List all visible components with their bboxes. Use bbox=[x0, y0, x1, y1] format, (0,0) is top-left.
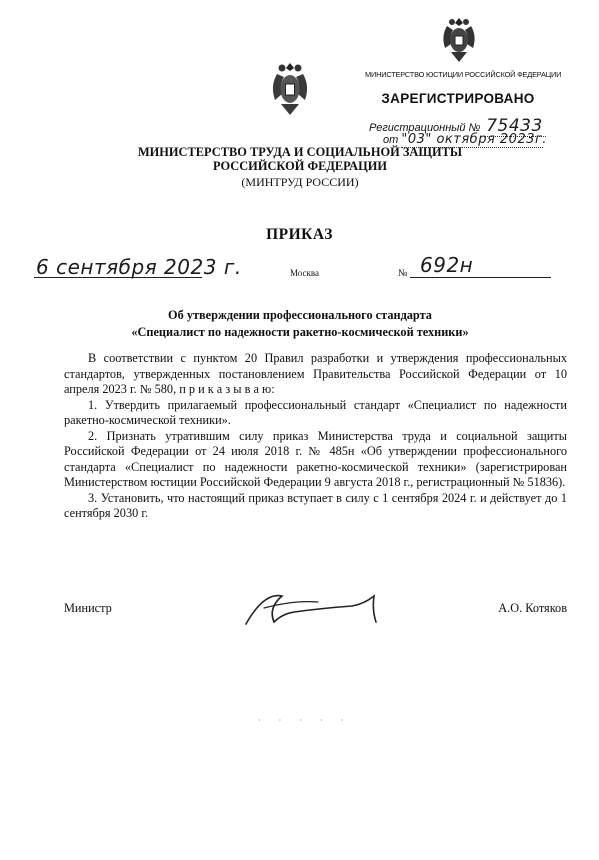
coat-of-arms-icon bbox=[437, 14, 481, 66]
signature-block bbox=[64, 596, 567, 636]
order-date: 6 сентября 2023 г. bbox=[36, 255, 242, 279]
body-paragraph-item-1: 1. Утвердить прилагаемый профессиональный стандарт «Специалист по надежности ракетно-космической техники». bbox=[64, 397, 567, 427]
ministry-name-line1: МИНИСТЕРСТВО ТРУДА И СОЦИАЛЬНОЙ ЗАЩИТЫ bbox=[137, 145, 463, 159]
stamp-ministry-name: МИНИСТЕРСТВО ЮСТИЦИИ РОССИЙСКОЙ ФЕДЕРАЦИИ bbox=[365, 70, 562, 79]
coat-of-arms-icon bbox=[268, 60, 312, 118]
ministry-name bbox=[60, 145, 540, 173]
order-city: Москва bbox=[290, 268, 319, 278]
ministry-abbreviation: (МИНТРУД РОССИИ) bbox=[241, 175, 359, 189]
subject-line1: Об утверждении профессионального стандарта bbox=[168, 308, 432, 322]
stamp-registered-label: ЗАРЕГИСТРИРОВАНО bbox=[381, 91, 535, 106]
stamp-reg-label: Регистрационный № bbox=[369, 122, 481, 134]
signatory-title: Министр bbox=[64, 601, 112, 615]
ministry-name-line2: РОССИЙСКОЙ ФЕДЕРАЦИИ bbox=[213, 159, 387, 173]
body-paragraph-preamble: В соответствии с пунктом 20 Правил разработки и утверждения профессиональных стандартов, утвержденных постановлением Правительства Российской Федерации от 10 апреля 2023 г. № 580, п р и к а з ы в а ю: bbox=[64, 351, 567, 396]
document-title: ПРИКАЗ bbox=[266, 226, 333, 243]
decorative-dots: ····· bbox=[258, 716, 362, 725]
registration-stamp bbox=[365, 8, 562, 151]
order-subject bbox=[80, 307, 520, 341]
subject-line2: «Специалист по надежности ракетно-космической техники» bbox=[131, 325, 469, 339]
order-body bbox=[64, 351, 567, 522]
stamp-date-label: от bbox=[383, 134, 399, 146]
body-paragraph-item-3: 3. Установить, что настоящий приказ вступает в силу с 1 сентября 2024 г. и действует до 1 сентября 2030 г. bbox=[64, 490, 567, 520]
handwritten-signature bbox=[234, 586, 404, 631]
stamp-reg-number: 75433 bbox=[484, 116, 546, 137]
stamp-date-value: "03" октября 2023г. bbox=[401, 132, 547, 147]
body-paragraph-item-2: 2. Признать утратившим силу приказ Министерства труда и социальной защиты Российской Федерации от 24 июля 2018 г. № 485н «Об утверждении профессионального стандарта «Специалист по надежности ракетно-космической техники» (зарегистрирован Министерством юстиции Российской Федерации 9 августа 2018 г., регистрационный № 51836). bbox=[64, 428, 567, 489]
order-number: 692н bbox=[420, 253, 474, 277]
number-sign: № bbox=[398, 268, 408, 279]
signatory-name: А.О. Котяков bbox=[498, 601, 567, 615]
